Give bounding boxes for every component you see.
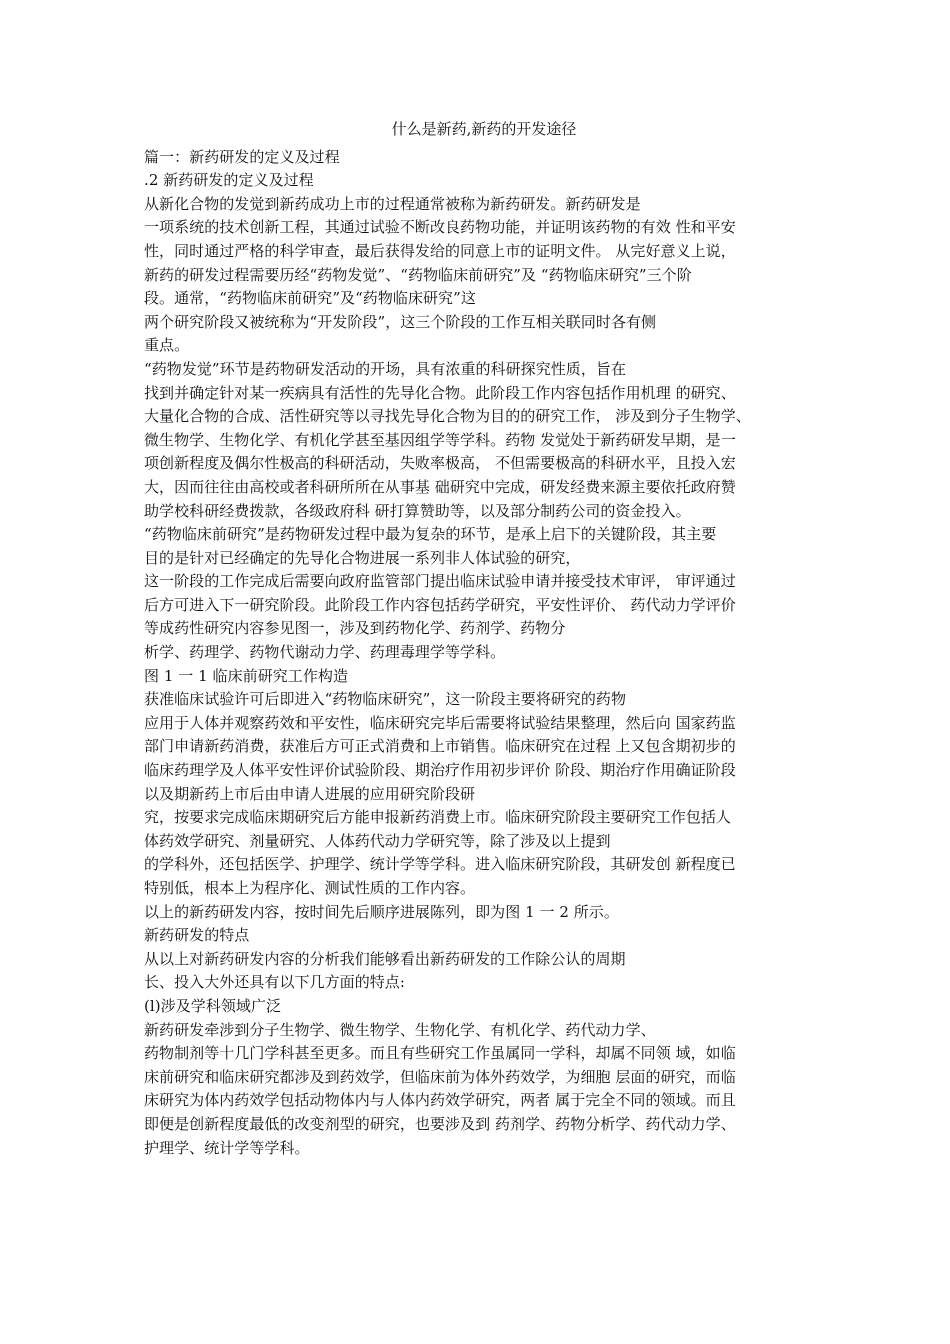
body-line: 药物制剂等十几门学科甚至更多。而且有些研究工作虽属同一学科，却属不同领 域，如临 bbox=[144, 1044, 736, 1063]
body-line: 析学、药理学、药物代谢动力学、药理毒理学等学科。 bbox=[144, 643, 506, 662]
body-line: 从以上对新药研发内容的分析我们能够看出新药研发的工作除公认的周期 bbox=[144, 949, 626, 968]
body-line: 特别低，根本上为程序化、测试性质的工作内容。 bbox=[144, 879, 476, 897]
body-line: 体药效学研究、剂量研究、人体药代动力学研究等，除了涉及以上提到 bbox=[144, 831, 611, 850]
body-line: 这一阶段的工作完成后需要向政府监管部门提出临床试验申请并接受技术审评， 审评通过 bbox=[144, 572, 736, 591]
body-line: 助学校科研经费拨款，各级政府科 研打算赞助等，以及部分制药公司的资金投入。 bbox=[144, 501, 691, 520]
body-line: 获准临床试验许可后即进入“药物临床研究”，这一阶段主要将研究的药物 bbox=[144, 690, 626, 709]
body-line: 重点。 bbox=[144, 336, 190, 355]
body-line: .2 新药研发的定义及过程 bbox=[144, 171, 314, 190]
body-line: “药物临床前研究”是药物研发过程中最为复杂的环节，是承上启下的关键阶段，其主要 bbox=[144, 525, 717, 544]
body-line: 以及期新药上市后由申请人进展的应用研究阶段研 bbox=[144, 784, 476, 803]
body-line: 篇一：新药研发的定义及过程 bbox=[144, 147, 340, 166]
body-line: 后方可进入下一研究阶段。此阶段工作内容包括药学研究，平安性评价、 药代动力学评价 bbox=[144, 595, 736, 614]
body-line: 段。通常，“药物临床前研究”及“药物临床研究”这 bbox=[144, 289, 476, 308]
body-line: 大，因而往往由高校或者科研所所在从事基 础研究中完成，研发经费来源主要依托政府赞 bbox=[144, 477, 736, 496]
body-line: (l)涉及学科领域广泛 bbox=[144, 996, 282, 1015]
body-line: 床前研究和临床研究都涉及到药效学，但临床前为体外药效学，为细胞 层面的研究，而临 bbox=[144, 1067, 736, 1086]
body-line: 即便是创新程度最低的改变剂型的研究，也要涉及到 药剂学、药物分析学、药代动力学、 bbox=[144, 1114, 736, 1133]
body-line: 的学科外，还包括医学、护理学、统计学等学科。进入临床研究阶段，其研发创 新程度已 bbox=[144, 855, 736, 874]
body-line: 等成药性研究内容参见图一，涉及到药物化学、药剂学、药物分 bbox=[144, 619, 566, 638]
body-line: 床研究为体内药效学包括动物体内与人体内药效学研究，两者 属于完全不同的领域。而且 bbox=[144, 1091, 736, 1110]
document-body bbox=[144, 146, 824, 1161]
body-line: 图 1 一 1 临床前研究工作构造 bbox=[144, 666, 349, 685]
body-line: 项创新程度及偶尔性极高的科研活动，失败率极高， 不但需要极高的科研水平，且投入宏 bbox=[144, 454, 736, 473]
body-line: 新药的研发过程需要历经“药物发觉”、“药物临床前研究”及 “药物临床研究”三个阶 bbox=[144, 265, 692, 284]
body-line: 微生物学、生物化学、有机化学甚至基因组学等学科。药物 发觉处于新药研发早期，是一 bbox=[144, 430, 736, 449]
body-line: 新药研发牵涉到分子生物学、微生物学、生物化学、有机化学、药代动力学、 bbox=[144, 1020, 656, 1039]
body-line: 应用于人体并观察药效和平安性，临床研究完毕后需要将试验结果整理，然后向 国家药监 bbox=[144, 713, 736, 732]
body-line: 临床药理学及人体平安性评价试验阶段、期治疗作用初步评价 阶段、期治疗作用确证阶段 bbox=[144, 761, 736, 780]
body-line: 究，按要求完成临床期研究后方能申报新药消费上市。临床研究阶段主要研究工作包括人 bbox=[144, 808, 731, 827]
body-line: 目的是针对已经确定的先导化合物进展一系列非人体试验的研究， bbox=[144, 548, 581, 567]
document-page bbox=[144, 118, 824, 1160]
document-title: 什么是新药,新药的开发途径 bbox=[391, 120, 577, 138]
body-line: 性，同时通过严格的科学审查，最后获得发给的同意上市的证明文件。 从完好意义上说， bbox=[144, 241, 736, 260]
body-line: 新药研发的特点 bbox=[144, 926, 250, 945]
body-line: 大量化合物的合成、活性研究等以寻找先导化合物为目的的研究工作， 涉及到分子生物学、 bbox=[144, 407, 751, 426]
body-line: “药物发觉”环节是药物研发活动的开场，具有浓重的科研探究性质，旨在 bbox=[144, 359, 626, 378]
body-line: 一项系统的技术创新工程，其通过试验不断改良药物功能，并证明该药物的有效 性和平安 bbox=[144, 218, 736, 237]
body-line: 两个研究阶段又被统称为“开发阶段”，这三个阶段的工作互相关联同时各有侧 bbox=[144, 312, 657, 331]
body-line: 部门申请新药消费，获准后方可正式消费和上市销售。临床研究在过程 上又包含期初步的 bbox=[144, 737, 736, 756]
body-line: 长、投入大外还具有以下几方面的特点: bbox=[144, 973, 405, 992]
body-line: 以上的新药研发内容，按时间先后顺序进展陈列，即为图 1 一 2 所示。 bbox=[144, 902, 619, 921]
body-line: 从新化合物的发觉到新药成功上市的过程通常被称为新药研发。新药研发是 bbox=[144, 194, 641, 213]
body-line: 护理学、统计学等学科。 bbox=[144, 1138, 310, 1157]
body-line: 找到并确定针对某一疾病具有活性的先导化合物。此阶段工作内容包括作用机理 的研究、 bbox=[144, 383, 736, 402]
